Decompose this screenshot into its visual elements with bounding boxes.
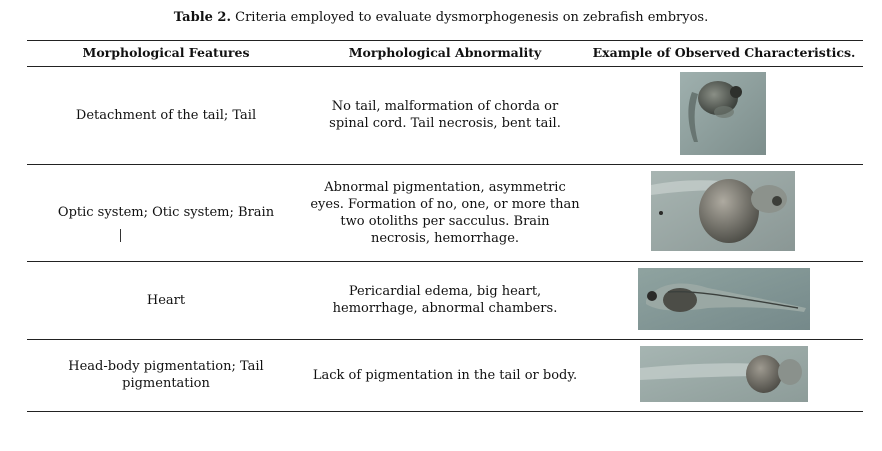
text-cursor	[120, 229, 121, 242]
table-bottom-rule	[27, 411, 863, 412]
table-row-4-feature: Head-body pigmentation; Tail pigmentation	[68, 359, 264, 391]
table-top-rule	[27, 40, 863, 41]
table-caption	[0, 10, 882, 25]
embryo-tail-detachment-photo	[680, 72, 766, 155]
table-row-1-feature: Detachment of the tail; Tail	[75, 107, 257, 123]
embryo-optic-otic-brain-photo	[651, 171, 795, 251]
header-abnormality: Morphological Abnormality	[348, 45, 542, 60]
table-row-1-abnormality: No tail, malformation of chorda or spinal cord. Tail necrosis, bent tail.	[329, 99, 561, 131]
embryo-heart-photo	[638, 268, 810, 330]
embryo-pigmentation-photo	[640, 346, 808, 402]
table-row-4-abnormality: Lack of pigmentation in the tail or body.	[312, 367, 578, 383]
table-row-2-abnormality: Abnormal pigmentation, asymmetric eyes. Formation of no, one, or more than two otoliths per sacculus. Brain necrosis, hemorrhage.	[310, 179, 580, 246]
table-row-3-abnormality: Pericardial edema, big heart, hemorrhage, abnormal chambers.	[332, 284, 558, 316]
table-caption-text: Criteria employed to evaluate dysmorphogenesis on zebrafish embryos.	[235, 10, 709, 25]
table-row-2-feature: Optic system; Otic system; Brain	[57, 205, 275, 220]
header-examples: Example of Observed Characteristics.	[592, 45, 856, 60]
header-features: Morphological Features	[82, 45, 250, 60]
table-row-3-feature: Heart	[146, 292, 186, 308]
table-label: Table 2.	[173, 10, 231, 25]
